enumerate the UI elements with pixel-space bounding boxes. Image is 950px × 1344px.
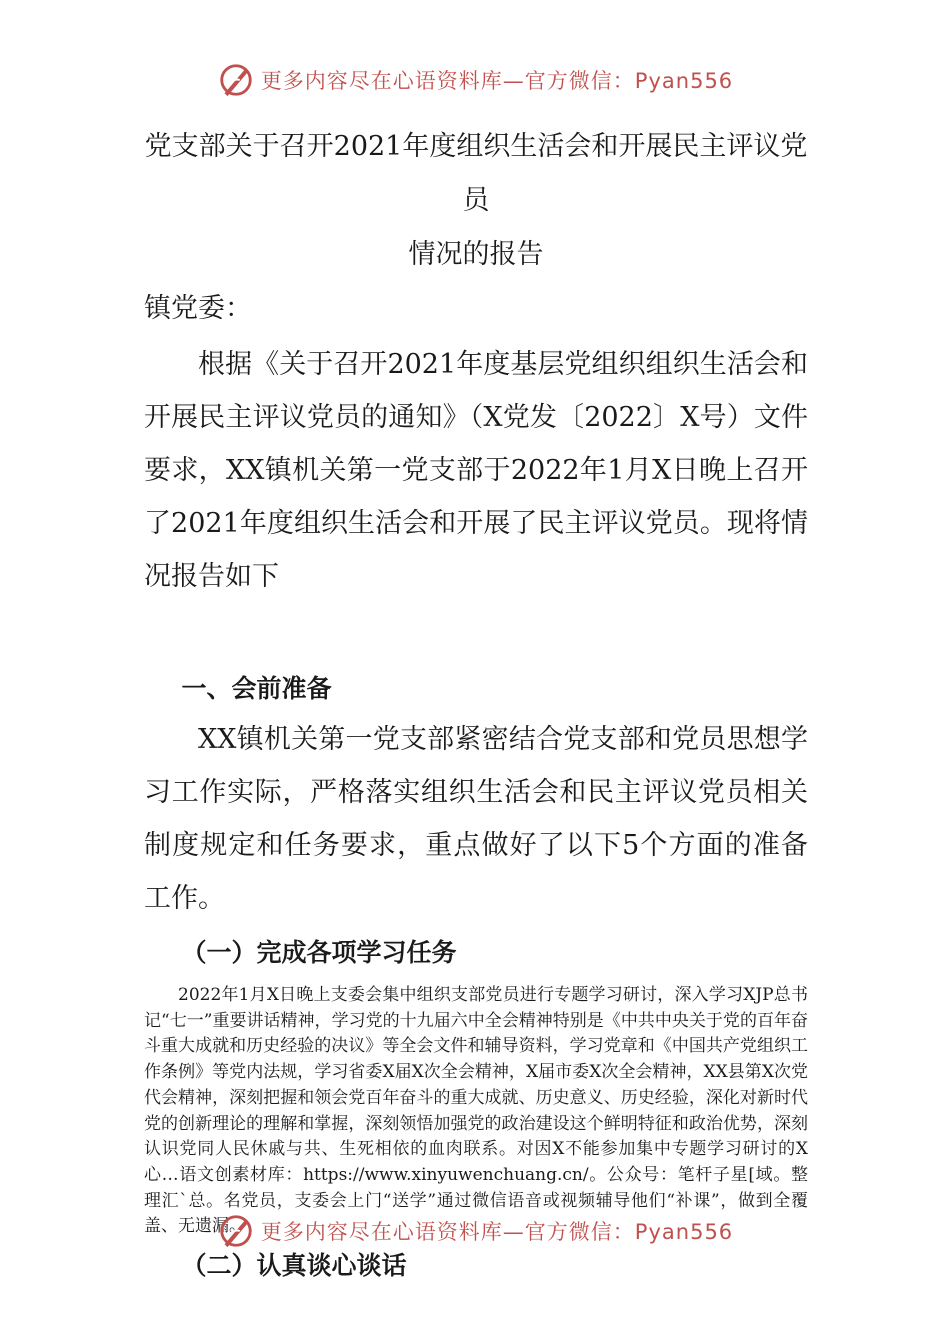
- header-banner: [0, 58, 950, 102]
- subsection-1-paragraph: 2022年1月X日晚上支委会集中组织支部党员进行专题学习研讨，深入学习XJP总书记“七一”重要讲话精神，学习党的十九届六中全会精神特别是《中共中央关于党的百年奋斗重大成就和历史经验的决议》等全会文件和辅导资料，学习党章和《中国共产党组织工作条例》等党内法规，学习省委X届X次全会精神，X届市委X次全会精神，XX县第X次党代会精神，深刻把握和领会党百年奋斗的重大成就、历史意义、历史经验，深化对新时代党的创新理论的理解和掌握，深刻领悟加强党的政治建设这个鲜明特征和政治优势，深刻认识党同人民休戚与共、生死相依的血肉联系。对因X不能参加集中专题学习研讨的X心…语文创素材库：https://www.xinyuwenchuang.cn/。公众号：笔杆子星[域。整理汇`总。名党员，支委会上门“送学”通过微信语音或视频辅导他们“补课”，做到全覆盖、无遗漏。: [144, 985, 808, 1237]
- subsection-2-heading: （二）认真谈心谈话: [181, 1251, 407, 1281]
- subsection-1-heading: （一）完成各项学习任务: [181, 938, 457, 967]
- intro-paragraph: 根据《关于召开2021年度基层党组织组织生活会和开展民主评议党员的通知》（X党发〔2022〕X号）文件要求，XX镇机关第一党支部于2022年1月X日晚上召开了2021年度组织生活会和开展了民主评议党员。现将情况报告如下: [144, 349, 808, 592]
- pen-logo-icon: [217, 1212, 255, 1250]
- document-title: [144, 120, 808, 282]
- pen-logo-icon: [217, 61, 255, 99]
- banner-text: 更多内容尽在心语资料库—官方微信：Pyan556: [260, 69, 734, 93]
- title-line-2: 情况的报告: [408, 239, 544, 270]
- section-1-paragraph: XX镇机关第一党支部紧密结合党支部和党员思想学习工作实际，严格落实组织生活会和民主评议党员相关制度规定和任务要求，重点做好了以下5个方面的准备工作。: [144, 724, 808, 914]
- footer-banner: [0, 1209, 950, 1253]
- salutation: 镇党委：: [144, 293, 252, 324]
- title-line-1: 党支部关于召开2021年度组织生活会和开展民主评议党员: [144, 131, 808, 216]
- document-body: [144, 120, 808, 1286]
- banner-text: 更多内容尽在心语资料库—官方微信：Pyan556: [260, 1220, 734, 1244]
- section-1-heading: 一、会前准备: [181, 674, 332, 703]
